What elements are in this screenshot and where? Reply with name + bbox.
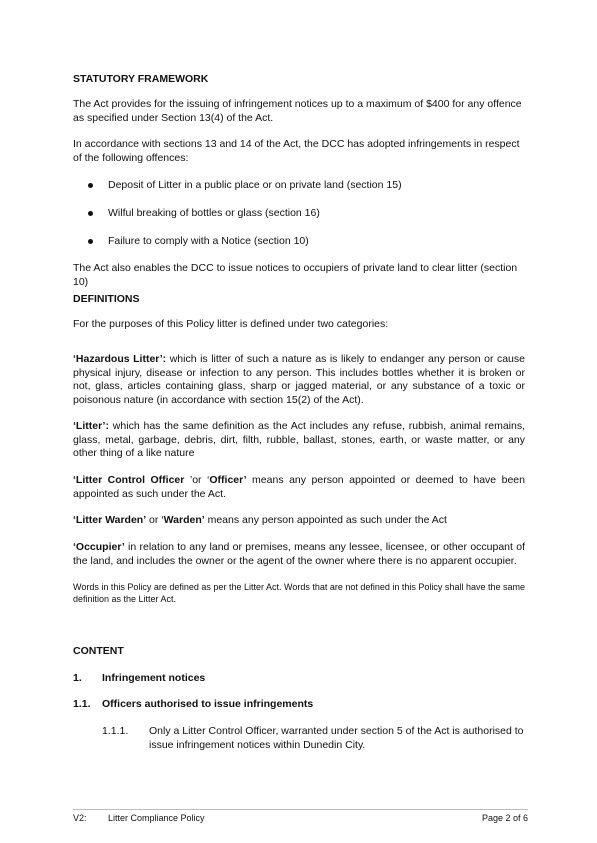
definition-text: which is litter of such a nature as is likely to endanger any person or cause physical injury, disease or infection to any person. This includes bottles whether it is broken or not, glass, articles containing glass, sharp or jagged material, or any substance of a toxic or poisonous nature (in accordance with section 15(2) of the Act).	[73, 353, 525, 406]
statutory-paragraph-1: The Act provides for the issuing of infringement notices up to a maximum of $400 for any offence as specified under Section 13(4) of the Act.	[73, 98, 522, 124]
bullet-icon	[88, 183, 93, 188]
item-1-title: Infringement notices	[102, 672, 206, 684]
bullet-text: Failure to comply with a Notice (section 10)	[108, 235, 309, 247]
bullet-text: Deposit of Litter in a public place or on private land (section 15)	[108, 179, 402, 191]
definition-occupier	[73, 541, 525, 568]
bullet-text: Wilful breaking of bottles or glass (section 16)	[108, 207, 320, 219]
bullet-icon	[88, 211, 93, 216]
item-1-1-1-number: 1.1.1.	[102, 725, 129, 737]
definition-litter-control-officer	[73, 474, 525, 501]
definition-term: ‘Occupier’	[73, 541, 125, 553]
definitions-intro: For the purposes of this Policy litter is defined under two categories:	[73, 318, 389, 330]
definition-term: Officer’	[209, 474, 247, 486]
definition-connector: or ‘	[146, 514, 164, 526]
definition-term: ‘Litter Control Officer	[73, 474, 185, 486]
definition-term: ‘Hazardous Litter’:	[73, 353, 167, 365]
definition-text: means any person appointed or deemed to have been appointed as such under the Act.	[73, 474, 525, 500]
words-definition-note: Words in this Policy are defined as per the Litter Act. Words that are not defined in this Policy shall have the same definition as the Litter Act.	[73, 582, 525, 604]
definition-text: in relation to any land or premises, means any lessee, licensee, or other occupant of the land, and includes the owner or the agent of the owner where there is no apparent occupier.	[73, 541, 525, 567]
statutory-paragraph-2: In accordance with sections 13 and 14 of the Act, the DCC has adopted infringements in respect of the following offences:	[73, 138, 520, 164]
definition-hazardous-litter	[73, 353, 525, 407]
definition-litter-warden	[73, 514, 525, 528]
statutory-paragraph-3: The Act also enables the DCC to issue notices to occupiers of private land to clear litter (section 10)	[73, 262, 518, 288]
footer-divider	[73, 809, 528, 810]
content-heading: CONTENT	[73, 645, 124, 657]
definition-term: Warden’	[163, 514, 205, 526]
definitions-heading: DEFINITIONS	[73, 293, 140, 305]
definition-text: means any person appointed as such under the Act	[204, 514, 447, 526]
footer-title: Litter Compliance Policy	[108, 813, 205, 823]
definition-term: ‘Litter Warden’	[73, 514, 147, 526]
definition-connector: ’or ‘	[184, 474, 210, 486]
item-1-number: 1.	[73, 672, 82, 684]
footer-page-number: Page 2 of 6	[481, 813, 528, 823]
item-1-1-title: Officers authorised to issue infringements	[102, 698, 314, 710]
item-1-1-1-text: Only a Litter Control Officer, warranted under section 5 of the Act is authorised to issue infringement notices within Dunedin City.	[149, 725, 524, 751]
definition-litter	[73, 420, 525, 461]
item-1-1-number: 1.1.	[73, 698, 91, 710]
footer-version: V2:	[73, 813, 87, 823]
bullet-icon	[88, 239, 93, 244]
definition-text: which has the same definition as the Act includes any refuse, rubbish, animal remains, glass, metal, garbage, debris, dirt, filth, rubble, ballast, stones, earth, or waste matter, or any other thing of a like nature	[73, 420, 525, 459]
definition-term: ‘Litter’:	[73, 420, 109, 432]
statutory-framework-heading: STATUTORY FRAMEWORK	[73, 73, 209, 85]
